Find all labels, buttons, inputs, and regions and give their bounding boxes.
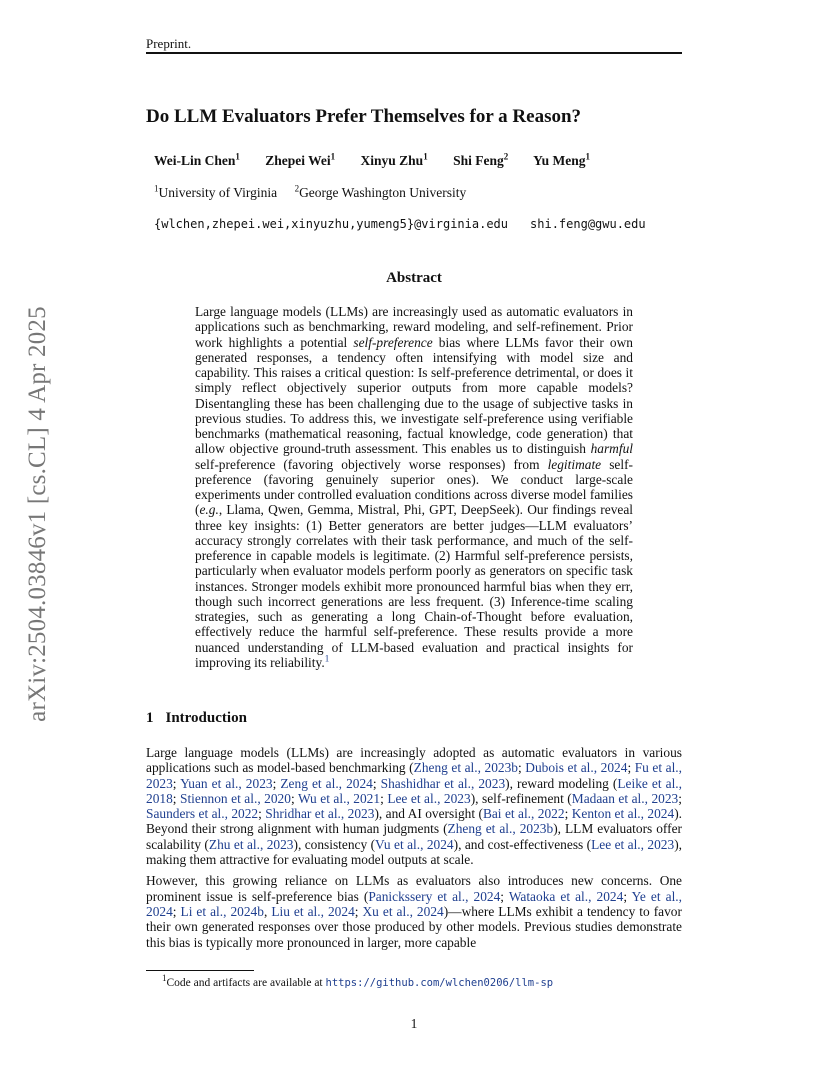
intro-paragraph [146, 873, 682, 949]
paragraph-text: ), making them attractive for evaluating model outputs at scale. [146, 836, 682, 868]
arxiv-sidebar [0, 0, 60, 1072]
author [265, 153, 335, 168]
citation-link[interactable]: Dubois et al., 2024 [525, 760, 628, 776]
paragraph-text: ; [518, 760, 526, 776]
abstract-emphasis: e.g. [199, 502, 219, 518]
abstract-text: self-preference (favoring objectively worse responses) from [195, 456, 548, 472]
paragraph-text: ; [172, 775, 181, 791]
citation-link[interactable]: Saunders et al., 2022 [146, 806, 259, 822]
affiliation-num: 2 [294, 183, 300, 194]
affiliation-name: University of Virginia [158, 185, 278, 200]
email-group: {wlchen,zhepei.wei,xinyuzhu,yumeng5}@virginia.edu [154, 217, 509, 231]
abstract-text: self-preference (favoring genuinely superior ones). We conduct large-scale experiments under controlled evaluation conditions across diverse model families ( [195, 456, 633, 518]
paragraph-text: ). Beyond their strong alignment with human judgments ( [146, 806, 682, 837]
citation-link[interactable]: Shashidhar et al., 2023 [380, 775, 506, 791]
citation-link[interactable]: Fu et al., 2023 [146, 760, 682, 791]
affiliation-list [154, 185, 466, 201]
affiliation [154, 185, 277, 200]
citation-link[interactable]: Vu et al., 2024 [375, 836, 454, 852]
paper-title: Do LLM Evaluators Prefer Themselves for a Reason? [146, 106, 582, 127]
author [361, 153, 428, 168]
intro-paragraph [146, 745, 682, 867]
abstract-emphasis: legitimate [547, 456, 602, 472]
section-heading [146, 710, 247, 727]
footnote-text: Code and artifacts are available at [166, 977, 326, 989]
citation-link[interactable]: Bai et al., 2022 [482, 806, 565, 822]
author [154, 153, 240, 168]
author-name: Yu Meng [533, 153, 586, 168]
author [533, 153, 590, 168]
email-single: shi.feng@gwu.edu [530, 217, 646, 231]
footnote-marker[interactable]: 1 [324, 653, 330, 664]
author-name: Zhepei Wei [265, 153, 331, 168]
abstract-emphasis: harmful [590, 441, 633, 457]
paragraph-text: ), self-refinement ( [470, 790, 572, 806]
affiliation [295, 185, 467, 200]
paragraph-text: ), LLM evaluators offer scalability ( [146, 821, 682, 852]
abstract-body [195, 304, 633, 670]
paragraph-text: ), and cost-effectiveness ( [453, 836, 592, 852]
citation-link[interactable]: Yuan et al., 2023 [180, 775, 273, 791]
section-number: 1 [146, 710, 154, 726]
paragraph-text: ; [172, 790, 181, 806]
paragraph-text: ; [354, 903, 363, 919]
author-affil-mark: 2 [503, 151, 509, 162]
arxiv-identifier: arXiv:2504.03846v1 [cs.CL] 4 Apr 2025 [24, 306, 51, 722]
section-title: Introduction [165, 710, 247, 726]
header-rule [146, 52, 682, 54]
paragraph-text: ; [623, 888, 632, 904]
paragraph-text: ; [500, 888, 509, 904]
abstract-emphasis: self-preference [353, 334, 433, 350]
author-list [154, 153, 612, 169]
citation-link[interactable]: Lee et al., 2023 [387, 790, 471, 806]
paragraph-text: ; [564, 806, 572, 822]
paragraph-text: ; [258, 806, 266, 822]
paragraph-text: ; [272, 775, 281, 791]
abstract-text: , Llama, Qwen, Gemma, Mistral, Phi, GPT, DeepSeek). Our findings reveal three key insights: (1) Better generators are better judges—LLM evaluators’ accuracy strongly correlates with their task performance, and much of the self-preference in capable models is legitimate. (2) Harmful self-preference persists, particularly when evaluator models perform poorly as generators on specific task instances. Stronger models exhibit more pronounced harmful bias when they err, though such incorrect generations are less frequent. (3) Inference-time scaling strategies, such as generating a long Chain-of-Thought before evaluation, effectively reduce the harmful self-preference. These results provide a more nuanced understanding of LLM-based evaluation and practical insights for improving its reliability. [195, 502, 633, 670]
author-affil-mark: 1 [423, 151, 428, 162]
citation-link[interactable]: Madaan et al., 2023 [571, 790, 679, 806]
abstract-text: Large language models (LLMs) are increasingly used as automatic evaluators in applications such as benchmarking, reward modeling, and self-refinement. Prior work highlights a potential [195, 304, 633, 350]
citation-link[interactable]: Zheng et al., 2023b [447, 821, 554, 837]
citation-link[interactable]: Leike et al., 2018 [146, 775, 682, 806]
citation-link[interactable]: Xu et al., 2024 [362, 903, 444, 919]
author [453, 153, 508, 168]
citation-link[interactable]: Wu et al., 2021 [297, 790, 381, 806]
affiliation-name: George Washington University [299, 185, 467, 200]
abstract-title: Abstract [386, 270, 442, 286]
abstract-text: bias where LLMs favor their own generated responses, a tendency often intensifying with model size and capability. This raises a critical question: Is self-preference detrimental, or does it simply reflect objectively superior outputs from more capable models? Disentangling these has been challenging due to the usage of subjective tasks in previous studies. To address this, we investigate self-preference using verifiable benchmarks (mathematical reasoning, factual knowledge, code generation) that allow objective ground-truth assessment. This enables us to distinguish [195, 334, 633, 457]
paragraph-text: ; [627, 760, 635, 776]
running-header: Preprint. [146, 36, 192, 51]
email-list [154, 217, 646, 231]
footnote-url-link[interactable]: https://github.com/wlchen0206/llm-sp [325, 977, 554, 989]
author-affil-mark: 1 [330, 151, 336, 162]
author-name: Xinyu Zhu [360, 153, 424, 168]
paragraph-text: ; [290, 790, 298, 806]
paragraph-text: Large language models (LLMs) are increasingly adopted as automatic evaluators in various applications such as model-based benchmarking ( [146, 745, 682, 776]
citation-link[interactable]: Kenton et al., 2024 [571, 806, 675, 822]
paragraph-text: However, this growing reliance on LLMs as evaluators also introduces new concerns. One prominent issue is self-preference bias ( [146, 873, 682, 904]
author-name: Wei-Lin Chen [154, 153, 236, 168]
citation-link[interactable]: Zeng et al., 2024 [280, 775, 373, 791]
paragraph-text: )—where LLMs exhibit a tendency to favor their own generated responses over those produced by other models. Previous studies demonstrate this bias is typically more pronounced in larger, more capable [146, 903, 682, 950]
author-affil-mark: 1 [585, 151, 590, 162]
paragraph-text: ; [380, 790, 388, 806]
paragraph-text: , [263, 903, 272, 919]
footnote [162, 973, 554, 989]
citation-link[interactable]: Panickssery et al., 2024 [368, 888, 501, 904]
paragraph-text: ), reward modeling ( [505, 775, 618, 791]
page-number: 1 [410, 1016, 418, 1031]
citation-link[interactable]: Stiennon et al., 2020 [180, 790, 291, 806]
citation-link[interactable]: Ye et al., 2024 [146, 888, 682, 919]
paragraph-text: ), consistency ( [293, 836, 376, 852]
citation-link[interactable]: Wataoka et al., 2024 [508, 888, 624, 904]
footnote-mark: 1 [162, 973, 167, 984]
author-name: Shi Feng [453, 153, 504, 168]
introduction-body [146, 745, 682, 956]
citation-link[interactable]: Zheng et al., 2023b [413, 760, 518, 776]
citation-link[interactable]: Liu et al., 2024 [271, 903, 355, 919]
footnote-rule [146, 970, 254, 971]
paragraph-text: ; [372, 775, 381, 791]
citation-link[interactable]: Shridhar et al., 2023 [265, 806, 375, 822]
affiliation-num: 1 [154, 183, 159, 194]
citation-link[interactable]: Zhu et al., 2023 [208, 836, 294, 852]
paragraph-text: ; [678, 790, 682, 806]
paragraph-text: ; [172, 903, 181, 919]
author-affil-mark: 1 [235, 151, 240, 162]
citation-link[interactable]: Li et al., 2024b [180, 903, 264, 919]
paragraph-text: ), and AI oversight ( [374, 806, 483, 822]
citation-link[interactable]: Lee et al., 2023 [591, 836, 675, 852]
